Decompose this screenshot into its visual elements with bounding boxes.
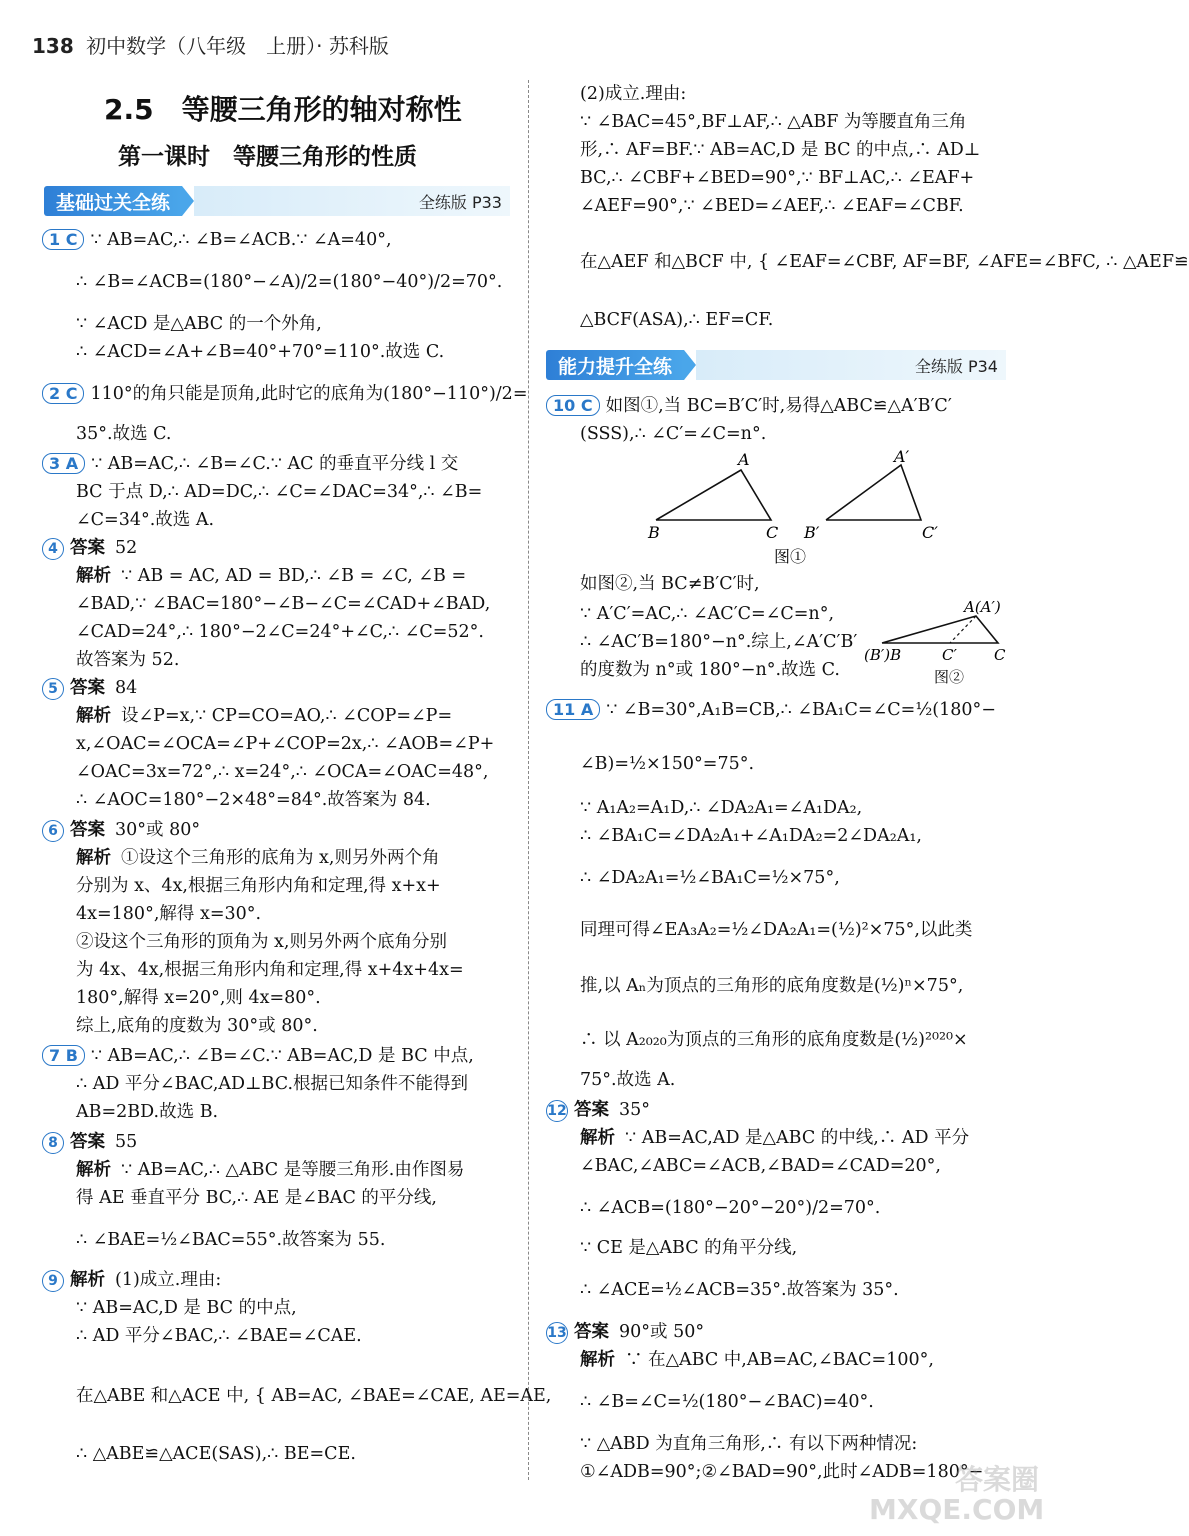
line-text: ∴ ∠ACE=½∠ACB=35°.故答案为 35°. <box>580 1280 899 1300</box>
solution-line <box>42 382 527 406</box>
watermark: 答案圈 MXQE.COM <box>869 1463 1045 1526</box>
line-text: ∴ AD 平分∠BAC,AD⊥BC.根据已知条件不能得到 <box>76 1074 469 1094</box>
answer-label: 答案 <box>70 1132 105 1152</box>
answer-label: 答案 <box>70 538 105 558</box>
fig2-label-c-prime: C′ <box>942 646 957 664</box>
question-tag: 3 A <box>42 453 85 474</box>
line-text: 同理可得∠EA₃A₂=½∠DA₂A₁=(½)²×75°,以此类 <box>580 920 973 940</box>
answer-label: 答案 <box>574 1322 609 1342</box>
line-text: 75°.故选 A. <box>580 1070 676 1090</box>
solution-line <box>580 918 972 942</box>
line-text: (1)成立.理由: <box>115 1270 222 1290</box>
band-basic <box>44 186 510 216</box>
solution-line <box>580 110 966 134</box>
line-text: ∵ AB=AC,∴ ∠B=∠ACB.∵ ∠A=40°, <box>90 230 392 250</box>
line-text: 分别为 x、4x,根据三角形内角和定理,得 x+x+ <box>76 876 441 896</box>
solution-line <box>580 1432 917 1456</box>
line-text: ∠B)=½×150°=75°. <box>580 754 755 774</box>
line-text: ∵ AB=AC,D 是 BC 的中点, <box>76 1298 297 1318</box>
question-number: 6 <box>42 820 64 842</box>
answer-label: 解析 <box>76 566 111 586</box>
solution-line <box>76 874 441 898</box>
line-text: 如图②,当 BC≠B′C′时, <box>580 574 760 594</box>
line-text: ∵ AB = AC, AD = BD,∴ ∠B = ∠C, ∠B = <box>121 566 467 586</box>
lesson-title: 第一课时 等腰三角形的性质 <box>118 144 417 170</box>
line-text: ∵ A′C′=AC,∴ ∠AC′C=∠C=n°, <box>580 604 835 624</box>
line-text: 180°,解得 x=20°,则 4x=80°. <box>76 988 321 1008</box>
line-text: 设∠P=x,∵ CP=CO=AO,∴ ∠COP=∠P= <box>121 706 453 726</box>
line-text: ∴ AD 平分∠BAC,∴ ∠BAE=∠CAE. <box>76 1326 362 1346</box>
line-text: ∵ ∠B=30°,A₁B=CB,∴ ∠BA₁C=∠C=½(180°− <box>606 700 996 720</box>
solution-line <box>76 902 261 926</box>
line-text: 在△ABE 和△ACE 中, { AB=AC, ∠BAE=∠CAE, AE=AE, <box>76 1386 552 1406</box>
line-text: 如图①,当 BC=B′C′时,易得△ABC≌△A′B′C′ <box>605 396 952 416</box>
question-tag: 2 C <box>42 383 84 404</box>
solution-line <box>76 788 431 812</box>
solution-line <box>76 422 171 446</box>
section-title: 2.5 等腰三角形的轴对称性 <box>104 93 462 126</box>
solution-line <box>580 752 754 776</box>
solution-line <box>42 228 392 252</box>
answer-label: 解析 <box>76 848 111 868</box>
fig2-label-a: A(A′) <box>964 598 1001 616</box>
line-text: 在△AEF 和△BCF 中, { ∠EAF=∠CBF, AF=BF, ∠AFE=∠BFC, ∴ △AEF≌ <box>580 252 1189 272</box>
solution-line <box>580 824 922 848</box>
solution-line <box>580 1126 969 1150</box>
line-text: 故答案为 52. <box>76 650 180 670</box>
line-text: ∠OAC=3x=72°,∴ x=24°,∴ ∠OCA=∠OAC=48°, <box>76 762 489 782</box>
question-tag: 1 C <box>42 229 84 250</box>
band-basic-label: 基础过关全练 <box>44 186 182 216</box>
solution-line <box>546 394 952 418</box>
question-number: 4 <box>42 538 64 560</box>
band-arrow-icon <box>182 186 194 216</box>
line-text: ∴ ∠ACB=(180°−20°−20°)/2=70°. <box>580 1198 881 1218</box>
line-text: ∴ ∠AOC=180°−2×48°=84°.故答案为 84. <box>76 790 431 810</box>
solution-line <box>76 986 321 1010</box>
figure-1 <box>646 447 956 570</box>
answer-label: 答案 <box>70 820 105 840</box>
solution-line <box>76 1384 551 1408</box>
line-text: BC 于点 D,∴ AD=DC,∴ ∠C=∠DAC=34°,∴ ∠B= <box>76 482 483 502</box>
line-text: ∵ CE 是△ABC 的角平分线, <box>580 1238 798 1258</box>
question-number: 13 <box>546 1322 568 1344</box>
line-text: 形,∴ AF=BF.∵ AB=AC,D 是 BC 的中点,∴ AD⊥ <box>580 140 981 160</box>
solution-line <box>76 1014 318 1038</box>
line-text: 110°的角只能是顶角,此时它的底角为(180°−110°)/2= <box>90 384 528 404</box>
solution-line <box>76 480 482 504</box>
solution-line <box>42 1130 137 1154</box>
solution-line <box>580 1068 675 1092</box>
solution-line <box>76 704 452 728</box>
question-number: 9 <box>42 1270 64 1292</box>
solution-line <box>580 1028 968 1052</box>
solution-line <box>580 1196 880 1220</box>
line-text: 得 AE 垂直平分 BC,∴ AE 是∠BAC 的平分线, <box>76 1188 437 1208</box>
question-number: 8 <box>42 1132 64 1154</box>
line-text: ∠CAD=24°,∴ 180°−2∠C=24°+∠C,∴ ∠C=52°. <box>76 622 484 642</box>
solution-line <box>76 1228 385 1252</box>
solution-line <box>580 974 963 998</box>
answer-label: 解析 <box>580 1128 615 1148</box>
line-text: ∠C=34°.故选 A. <box>76 510 215 530</box>
solution-line <box>76 1072 468 1096</box>
solution-line <box>76 312 322 336</box>
page-header <box>32 30 389 59</box>
fig1-label-b-prime: B′ <box>804 523 820 542</box>
page-number: 138 <box>32 34 74 58</box>
line-text: 为 4x、4x,根据三角形内角和定理,得 x+4x+4x= <box>76 960 464 980</box>
solution-line <box>42 536 137 560</box>
line-text: ∠BAC,∠ABC=∠ACB,∠BAD=∠CAD=20°, <box>580 1156 941 1176</box>
solution-line <box>42 818 200 842</box>
question-number: 5 <box>42 678 64 700</box>
solution-line <box>42 1044 474 1068</box>
line-text: AB=2BD.故选 B. <box>76 1102 219 1122</box>
line-text: ∠AEF=90°,∵ ∠BED=∠AEF,∴ ∠EAF=∠CBF. <box>580 196 964 216</box>
solution-line <box>546 698 996 722</box>
line-text: 35° <box>619 1100 651 1120</box>
solution-line <box>580 630 857 654</box>
solution-line <box>546 1098 650 1122</box>
book-title: 初中数学（八年级 上册）· 苏科版 <box>86 34 389 58</box>
solution-line <box>580 1390 874 1414</box>
solution-line <box>76 1100 218 1124</box>
answer-label: 答案 <box>574 1100 609 1120</box>
line-text: ∵ ∠ACD 是△ABC 的一个外角, <box>76 314 322 334</box>
line-text: ∵ AB=AC,∴ ∠B=∠C.∵ AB=AC,D 是 BC 中点, <box>90 1046 474 1066</box>
line-text: 90°或 50° <box>619 1322 705 1342</box>
line-text: ∴ ∠AC′B=180°−n°.综上,∠A′C′B′ <box>580 632 858 652</box>
line-text: 4x=180°,解得 x=30°. <box>76 904 262 924</box>
solution-line <box>580 572 760 596</box>
fig1-label-c: C <box>766 523 779 542</box>
solution-line <box>76 564 466 588</box>
line-text: (2)成立.理由: <box>580 84 687 104</box>
band-advanced-ref: 全练版 P34 <box>914 357 998 376</box>
solution-line <box>580 138 980 162</box>
line-text: ∠BAD,∵ ∠BAC=180°−∠B−∠C=∠CAD+∠BAD, <box>76 594 491 614</box>
solution-line <box>42 1268 221 1292</box>
solution-line <box>580 82 686 106</box>
line-text: ∴ 以 A₂₀₂₀为顶点的三角形的底角度数是(½)²⁰²⁰× <box>580 1030 968 1050</box>
line-text: 35°.故选 C. <box>76 424 172 444</box>
line-text: ∴ ∠DA₂A₁=½∠BA₁C=½×75°, <box>580 868 840 888</box>
line-text: 推,以 Aₙ为顶点的三角形的底角度数是(½)ⁿ×75°, <box>580 976 964 996</box>
line-text: ∴ ∠ACD=∠A+∠B=40°+70°=110°.故选 C. <box>76 342 445 362</box>
solution-line <box>580 658 840 682</box>
question-number: 12 <box>546 1100 568 1122</box>
solution-line <box>76 1158 464 1182</box>
line-text: ∴ ∠BAE=½∠BAC=55°.故答案为 55. <box>76 1230 386 1250</box>
line-text: x,∠OAC=∠OCA=∠P+∠COP=2x,∴ ∠AOB=∠P+ <box>76 734 495 754</box>
line-text: BC,∴ ∠CBF+∠BED=90°,∵ BF⊥AC,∴ ∠EAF+ <box>580 168 975 188</box>
solution-line <box>76 270 502 294</box>
line-text: 综上,底角的度数为 30°或 80°. <box>76 1016 318 1036</box>
solution-line <box>580 166 974 190</box>
solution-line <box>76 1324 362 1348</box>
line-text: △BCF(ASA),∴ EF=CF. <box>580 310 774 330</box>
column-divider <box>528 80 529 1480</box>
line-text: ∴ △ABE≌△ACE(SAS),∴ BE=CE. <box>76 1444 356 1464</box>
fig1-label-a: A <box>738 450 750 469</box>
solution-line <box>580 250 1189 274</box>
answer-label: 解析 <box>70 1270 105 1290</box>
solution-line <box>580 866 840 890</box>
question-tag: 10 C <box>546 395 600 416</box>
question-tag: 11 A <box>546 699 600 720</box>
line-text: ①∠ADB=90°;②∠BAD=90°,此时∠ADB=180°− <box>580 1462 984 1482</box>
solution-line <box>76 930 447 954</box>
solution-line <box>76 760 488 784</box>
solution-line <box>580 308 773 332</box>
solution-line <box>76 958 464 982</box>
line-text: ∵ ∠BAC=45°,BF⊥AF,∴ △ABF 为等腰直角三角 <box>580 112 967 132</box>
solution-line <box>76 620 484 644</box>
band-advanced <box>546 350 1006 380</box>
line-text: ∵ AB=AC,AD 是△ABC 的中线,∴ AD 平分 <box>625 1128 970 1148</box>
solution-line <box>76 508 214 532</box>
solution-line <box>580 1236 797 1260</box>
fig2-label-c: C <box>994 646 1006 664</box>
fig2-caption: 图② <box>934 668 965 686</box>
question-tag: 7 B <box>42 1045 85 1066</box>
solution-line <box>76 592 490 616</box>
answer-label: 解析 <box>580 1350 615 1370</box>
line-text: ①设这个三角形的底角为 x,则另外两个角 <box>121 848 440 868</box>
line-text: ∵ △ABD 为直角三角形,∴ 有以下两种情况: <box>580 1434 918 1454</box>
solution-line <box>76 648 179 672</box>
fig1-label-b: B <box>648 523 660 542</box>
line-text: ∵ A₁A₂=A₁D,∴ ∠DA₂A₁=∠A₁DA₂, <box>580 798 863 818</box>
line-text: ∴ ∠B=∠ACB=(180°−∠A)/2=(180°−40°)/2=70°. <box>76 272 503 292</box>
solution-line <box>580 1348 934 1372</box>
solution-line <box>76 1186 437 1210</box>
solution-line <box>580 422 766 446</box>
solution-line <box>580 796 862 820</box>
answer-label: 答案 <box>70 678 105 698</box>
line-text: (SSS),∴ ∠C′=∠C=n°. <box>580 424 767 444</box>
solution-line <box>42 676 137 700</box>
solution-line <box>76 1296 297 1320</box>
solution-line <box>580 194 964 218</box>
fig1-caption: 图① <box>774 547 807 566</box>
solution-line <box>580 602 834 626</box>
solution-line <box>76 340 444 364</box>
line-text: ∴ ∠BA₁C=∠DA₂A₁+∠A₁DA₂=2∠DA₂A₁, <box>580 826 922 846</box>
band-advanced-label: 能力提升全练 <box>546 350 684 380</box>
solution-line <box>76 732 494 756</box>
answer-label: 解析 <box>76 1160 111 1180</box>
solution-line <box>42 452 458 476</box>
band-basic-ref: 全练版 P33 <box>418 193 502 212</box>
answer-label: 解析 <box>76 706 111 726</box>
line-text: ∴ ∠B=∠C=½(180°−∠BAC)=40°. <box>580 1392 874 1412</box>
fig2-label-b: (B′)B <box>864 646 902 664</box>
line-text: ②设这个三角形的顶角为 x,则另外两个底角分别 <box>76 932 447 952</box>
line-text: 84 <box>115 678 138 698</box>
line-text: 30°或 80° <box>115 820 201 840</box>
solution-line <box>580 1154 941 1178</box>
solution-line <box>76 1442 356 1466</box>
line-text: 的度数为 n°或 180°−n°.故选 C. <box>580 660 840 680</box>
line-text: ∵ AB=AC,∴ △ABC 是等腰三角形.由作图易 <box>121 1160 465 1180</box>
line-text: ∵ 在△ABC 中,AB=AC,∠BAC=100°, <box>625 1350 934 1370</box>
fig1-label-a-prime: A′ <box>894 447 910 466</box>
line-text: ∵ AB=AC,∴ ∠B=∠C.∵ AC 的垂直平分线 l 交 <box>91 454 459 474</box>
line-text: 52 <box>115 538 138 558</box>
solution-line <box>546 1320 704 1344</box>
fig1-label-c-prime: C′ <box>922 523 938 542</box>
solution-line <box>580 1278 899 1302</box>
solution-line <box>76 846 440 870</box>
band-arrow-icon <box>684 350 696 380</box>
line-text: 55 <box>115 1132 138 1152</box>
figure-2 <box>864 598 1014 688</box>
